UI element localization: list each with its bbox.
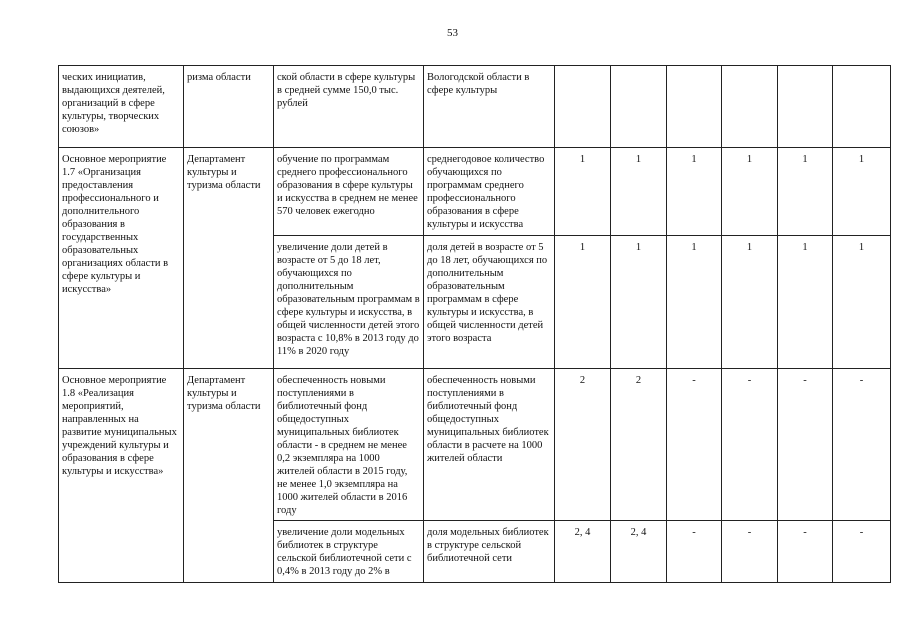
result-cell [274, 521, 424, 583]
executor-cell [184, 148, 274, 369]
value-cell [722, 236, 778, 369]
indicator-cell [424, 521, 555, 583]
indicator-text: доля детей в возрасте от 5 до 18 лет, обучающихся по дополнительным образовательным программам в сфере культуры и искусства, в общей численности детей этого возраста [427, 242, 548, 344]
value-cell [778, 521, 833, 583]
value-cell [833, 236, 891, 369]
value-text: 1 [579, 154, 586, 165]
value-text: 1 [802, 154, 808, 165]
value-cell [555, 148, 611, 236]
value-text: 1 [858, 154, 865, 165]
value-text: - [747, 527, 752, 538]
value-cell [611, 66, 667, 148]
table-row [59, 148, 891, 236]
result-cell [274, 236, 424, 369]
result-text: ской области в сфере культуры в средней сумме 150,0 тыс. рублей [277, 72, 416, 109]
value-text: 1 [691, 154, 697, 165]
value-text: 1 [691, 242, 697, 253]
value-cell [667, 66, 722, 148]
value-text: 2, 4 [630, 527, 647, 538]
measure-cell [59, 148, 184, 369]
executor-cell [184, 66, 274, 148]
result-text: увеличение доли детей в возрасте от 5 до 18 лет, обучающихся по дополнительным образовательным программам в сфере культуры и искусства, в общей численности детей этого возраста с 10,8% в 2013 году до 11% в 2020 году [277, 242, 420, 357]
indicator-cell [424, 369, 555, 521]
value-cell [778, 369, 833, 521]
measure-text: Основное мероприятие 1.7 «Организация предоставления профессионального и дополнительного образования в государственных образовательных организациях области в сфере культуры и искусства» [62, 154, 169, 295]
executor-cell [184, 369, 274, 583]
indicator-cell [424, 236, 555, 369]
result-text: увеличение доли модельных библиотек в структуре сельской библиотечной сети с 0,4% в 2013 году до 2% в [277, 527, 412, 577]
value-text: - [747, 375, 752, 386]
value-cell [778, 236, 833, 369]
value-cell [833, 369, 891, 521]
indicator-cell [424, 148, 555, 236]
value-cell [611, 236, 667, 369]
value-text: 1 [635, 242, 642, 253]
value-text: 1 [746, 242, 753, 253]
value-cell [555, 236, 611, 369]
value-cell [611, 369, 667, 521]
result-text: обеспеченность новыми поступлениями в библиотечный фонд общедоступных муниципальных библиотек области - в среднем не менее 0,2 экземпляра на 1000 жителей области в 2015 году, не менее 1,0 экземпляра на 1000 жителей области в 2016 году [277, 375, 408, 516]
value-cell [778, 148, 833, 236]
indicator-text: обеспеченность новыми поступлениями в библиотечный фонд общедоступных муниципальных библиотек области в расчете на 1000 жителей области [427, 375, 549, 464]
value-cell [555, 66, 611, 148]
table-row [59, 369, 891, 521]
value-text: 1 [858, 242, 865, 253]
value-text: - [692, 375, 696, 386]
value-text: - [692, 527, 696, 538]
value-text: 1 [579, 242, 586, 253]
measure-cell [59, 66, 184, 148]
executor-text: ризма области [187, 72, 251, 83]
value-cell [667, 148, 722, 236]
value-cell [833, 66, 891, 148]
indicator-cell [424, 66, 555, 148]
value-cell [833, 148, 891, 236]
result-cell [274, 66, 424, 148]
value-text: 1 [802, 242, 808, 253]
value-text: 1 [746, 154, 753, 165]
measure-cell [59, 369, 184, 583]
program-measures-table [58, 65, 891, 583]
value-text: - [859, 375, 864, 386]
indicator-text: доля модельных библиотек в структуре сельской библиотечной сети [427, 527, 549, 564]
measure-text: ческих инициатив, выдающихся деятелей, организаций в сфере культуры, творческих союзов» [62, 72, 165, 135]
value-cell [722, 148, 778, 236]
value-cell [555, 521, 611, 583]
value-text: 1 [635, 154, 642, 165]
page-number: 53 [447, 27, 458, 39]
value-cell [833, 521, 891, 583]
value-cell [667, 236, 722, 369]
indicator-text: среднегодовое количество обучающихся по программам среднего профессионального образования в сфере культуры и искусства [427, 154, 545, 230]
table-row-carryover [59, 66, 891, 148]
value-text: 2 [579, 375, 586, 386]
value-cell [722, 66, 778, 148]
value-cell [722, 369, 778, 521]
value-cell [667, 521, 722, 583]
value-cell [555, 369, 611, 521]
value-text: - [859, 527, 864, 538]
value-cell [611, 521, 667, 583]
value-text: - [803, 375, 807, 386]
value-text: 2, 4 [574, 527, 591, 538]
value-text: 2 [635, 375, 642, 386]
measure-text: Основное мероприятие 1.8 «Реализация мероприятий, направленных на развитие муниципальных учреждений культуры и образования в сфере культуры и искусства» [62, 375, 177, 477]
result-cell [274, 148, 424, 236]
executor-text: Департамент культуры и туризма области [187, 154, 261, 191]
result-text: обучение по программам среднего профессионального образования в сфере культуры и искусства в среднем не менее 570 человек ежегодно [277, 154, 418, 217]
value-cell [722, 521, 778, 583]
value-cell [667, 369, 722, 521]
value-cell [611, 148, 667, 236]
value-cell [778, 66, 833, 148]
executor-text: Департамент культуры и туризма области [187, 375, 261, 412]
indicator-text: Вологодской области в сфере культуры [427, 72, 530, 96]
result-cell [274, 369, 424, 521]
value-text: - [803, 527, 807, 538]
